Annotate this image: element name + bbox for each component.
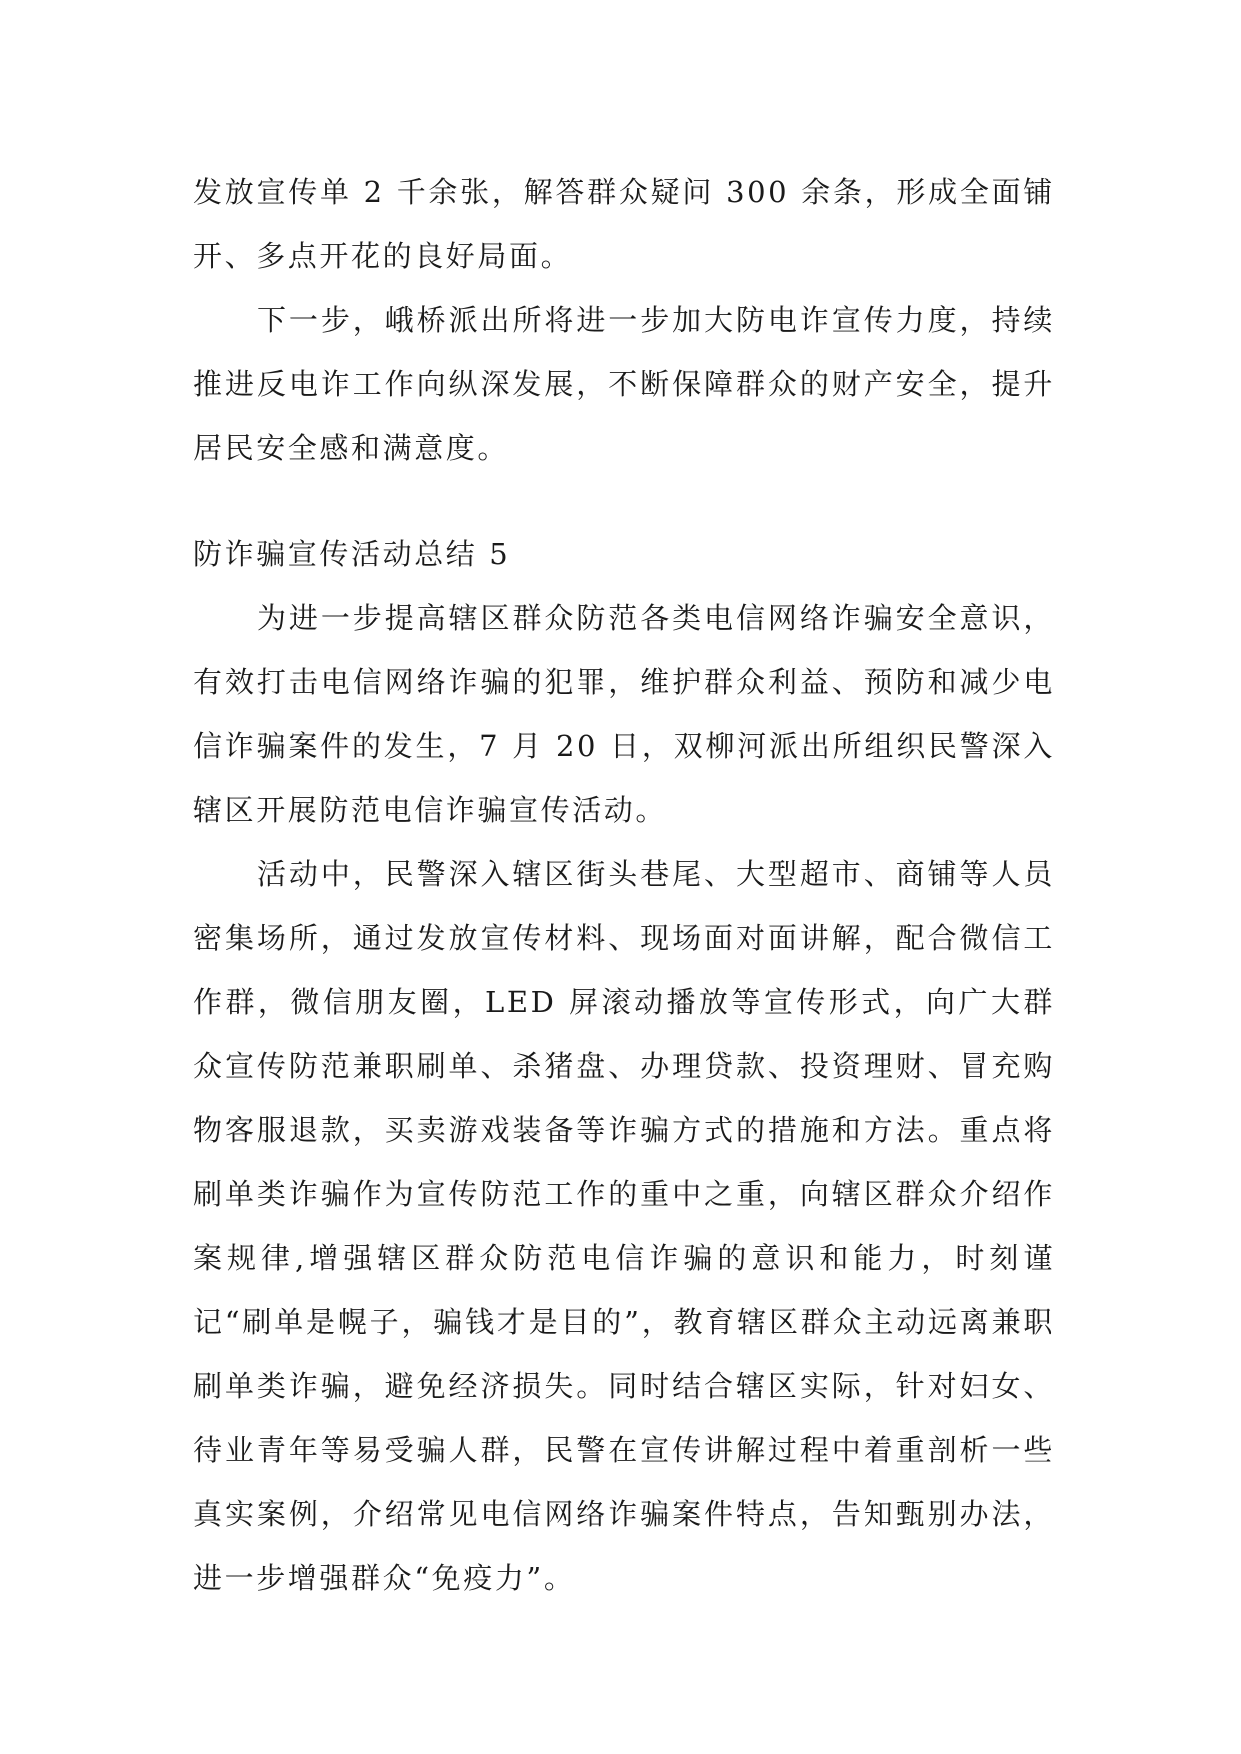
section-title: 防诈骗宣传活动总结 5	[193, 537, 511, 571]
paragraph-next-step: 下一步，峨桥派出所将进一步加大防电诈宣传力度，持续推进反电诈工作向纵深发展，不断保障群众的财产安全，提升居民安全感和满意度。	[193, 303, 1055, 465]
paragraph-intro: 为进一步提高辖区群众防范各类电信网络诈骗安全意识，有效打击电信网络诈骗的犯罪，维护群众利益、预防和减少电信诈骗案件的发生，7 月 20 日，双柳河派出所组织民警深入辖区开展防范电信诈骗宣传活动。	[193, 601, 1055, 827]
section-spacer	[193, 480, 1055, 522]
paragraph-activity: 活动中，民警深入辖区街头巷尾、大型超市、商铺等人员密集场所，通过发放宣传材料、现场面对面讲解，配合微信工作群，微信朋友圈，LED 屏滚动播放等宣传形式，向广大群众宣传防范兼职刷单、杀猪盘、办理贷款、投资理财、冒充购物客服退款，买卖游戏装备等诈骗方式的措施和方法。重点将刷单类诈骗作为宣传防范工作的重中之重，向辖区群众介绍作案规律,增强辖区群众防范电信诈骗的意识和能力，时刻谨记“刷单是幌子，骗钱才是目的”，教育辖区群众主动远离兼职刷单类诈骗，避免经济损失。同时结合辖区实际，针对妇女、待业青年等易受骗人群，民警在宣传讲解过程中着重剖析一些真实案例，介绍常见电信网络诈骗案件特点，告知甄别办法，进一步增强群众“免疫力”。	[193, 857, 1055, 1595]
document-body	[193, 160, 1055, 1610]
paragraph-continuation: 发放宣传单 2 千余张，解答群众疑问 300 余条，形成全面铺开、多点开花的良好局面。	[193, 175, 1055, 273]
